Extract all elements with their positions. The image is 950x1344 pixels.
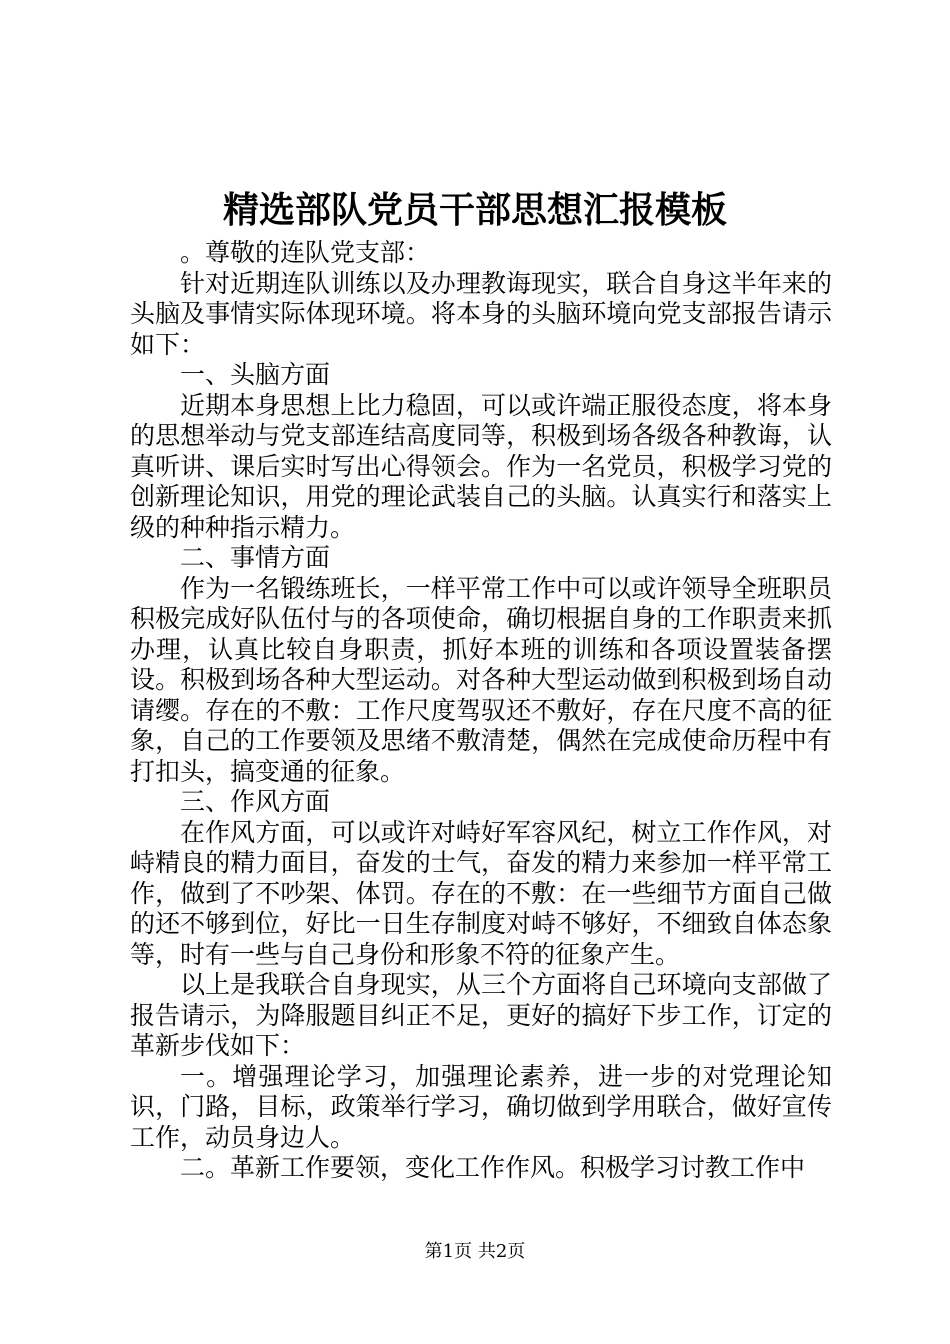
paragraph-work: 作为一名锻练班长，一样平常工作中可以或许领导全班职员积极完成好队伍付与的各项使命，确切根据自身的工作职责来抓办理，认真比较自身职责，抓好本班的训练和各项设置装备摆设。积极到场各种大型运动。对各种大型运动做到积极到场自动请缨。存在的不敷：工作尺度驾驭还不敷好，存在尺度不高的征象，自己的工作要领及思绪不敷清楚，偶然在完成使命历程中有打扣头，搞变通的征象。: [130, 573, 832, 786]
document-title: 精选部队党员干部思想汇报模板: [222, 189, 727, 231]
page-footer: 第1页 共2页: [424, 1241, 526, 1262]
salutation: 。尊敬的连队党支部：: [180, 238, 431, 267]
paragraph-thought: 近期本身思想上比力稳固，可以或许端正服役态度，将本身的思想举动与党支部连结高度同等，积极到场各级各种教诲，认真听讲、课后实时写出心得领会。作为一名党员，积极学习党的创新理论知识，用党的理论武装自己的头脑。认真实行和落实上级的种种指示精力。: [130, 390, 832, 542]
paragraph-style: 在作风方面，可以或许对峙好军容风纪，树立工作作风，对峙精良的精力面目，奋发的士气，奋发的精力来参加一样平常工作，做到了不吵架、体罚。存在的不敷：在一些细节方面自己做的还不够到位，好比一日生存制度对峙不够好，不细致自体态象等，时有一些与自己身份和形象不符的征象产生。: [130, 817, 832, 969]
document-body: [130, 238, 832, 1184]
paragraph-measure-1: 一。增强理论学习，加强理论素养，进一步的对党理论知识，门路，目标，政策举行学习，确切做到学用联合，做好宣传工作，动员身边人。: [130, 1061, 832, 1152]
paragraph-summary: 以上是我联合自身现实，从三个方面将自己环境向支部做了报告请示，为降服题目纠正不足，更好的搞好下步工作，订定的革新步伐如下：: [130, 970, 832, 1060]
paragraph-measure-2: 二。革新工作要领，变化工作作风。积极学习讨教工作中: [180, 1153, 806, 1182]
paragraph-intro: 针对近期连队训练以及办理教诲现实，联合自身这半年来的头脑及事情实际体现环境。将本身的头脑环境向党支部报告请示如下：: [130, 268, 832, 359]
section-heading-style: 三、作风方面: [180, 787, 331, 816]
section-heading-work: 二、事情方面: [180, 543, 331, 572]
section-heading-thought: 一、头脑方面: [180, 360, 331, 389]
